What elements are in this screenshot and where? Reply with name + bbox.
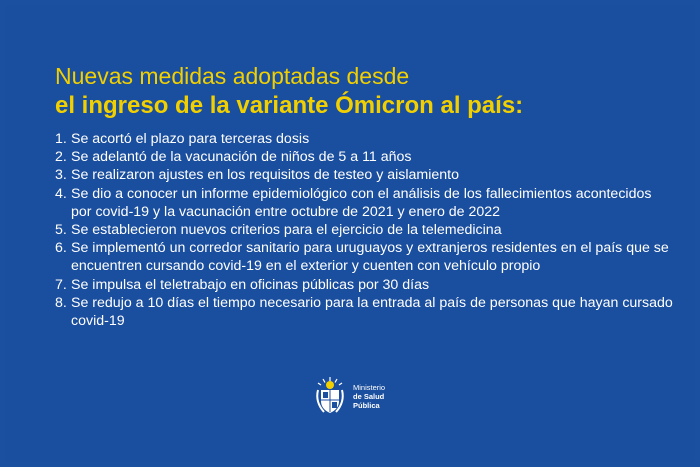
list-item (55, 130, 675, 148)
item-number: 3. (55, 167, 67, 184)
item-text: Se redujo a 10 días el tiempo necesario para la entrada al país de personas que hayan cursado covid-19 (71, 294, 673, 330)
item-number: 8. (55, 294, 67, 311)
item-text: Se adelantó de la vacunación de niños de 5 a 11 años (71, 149, 412, 166)
list-item (55, 148, 675, 166)
item-text: Se establecieron nuevos criterios para el ejercicio de la telemedicina (71, 222, 502, 239)
item-number: 5. (55, 222, 67, 239)
list-item (55, 221, 675, 239)
coat-of-arms-icon (312, 376, 348, 416)
list-item (55, 166, 675, 184)
item-number: 2. (55, 149, 67, 166)
list-item (55, 294, 675, 330)
page-title-line2: el ingreso de la variante Ómicron al país: (55, 92, 524, 119)
list-item (55, 239, 675, 275)
item-text: Se impulsa el teletrabajo en oficinas públicas por 30 días (71, 276, 430, 293)
item-text: Se dio a conocer un informe epidemiológico con el análisis de los fallecimientos acontecidos por covid-19 y la vacunación entre octubre de 2021 y enero de 2022 (71, 185, 652, 220)
item-text: Se acortó el plazo para terceras dosis (71, 131, 310, 147)
logo-line: de Salud (353, 391, 385, 401)
item-text: Se implementó un corredor sanitario para uruguayos y extranjeros residentes en el país que se encuentren cursando covid-19 en el exterior y cuenten con vehículo propio (71, 240, 669, 275)
ministry-logo (312, 376, 385, 416)
item-text: Se realizaron ajustes en los requisitos de testeo y aislamiento (71, 167, 460, 184)
item-number: 7. (55, 276, 67, 293)
logo-line: Ministerio (353, 382, 386, 392)
item-number: 1. (55, 131, 67, 147)
item-number: 6. (55, 240, 67, 257)
logo-text (353, 383, 385, 410)
measures-list (55, 130, 675, 330)
logo-line: Pública (353, 400, 380, 410)
list-item (55, 276, 675, 294)
item-number: 4. (55, 185, 67, 202)
list-item (55, 185, 675, 221)
page-title-line1: Nuevas medidas adoptadas desde (55, 63, 410, 89)
